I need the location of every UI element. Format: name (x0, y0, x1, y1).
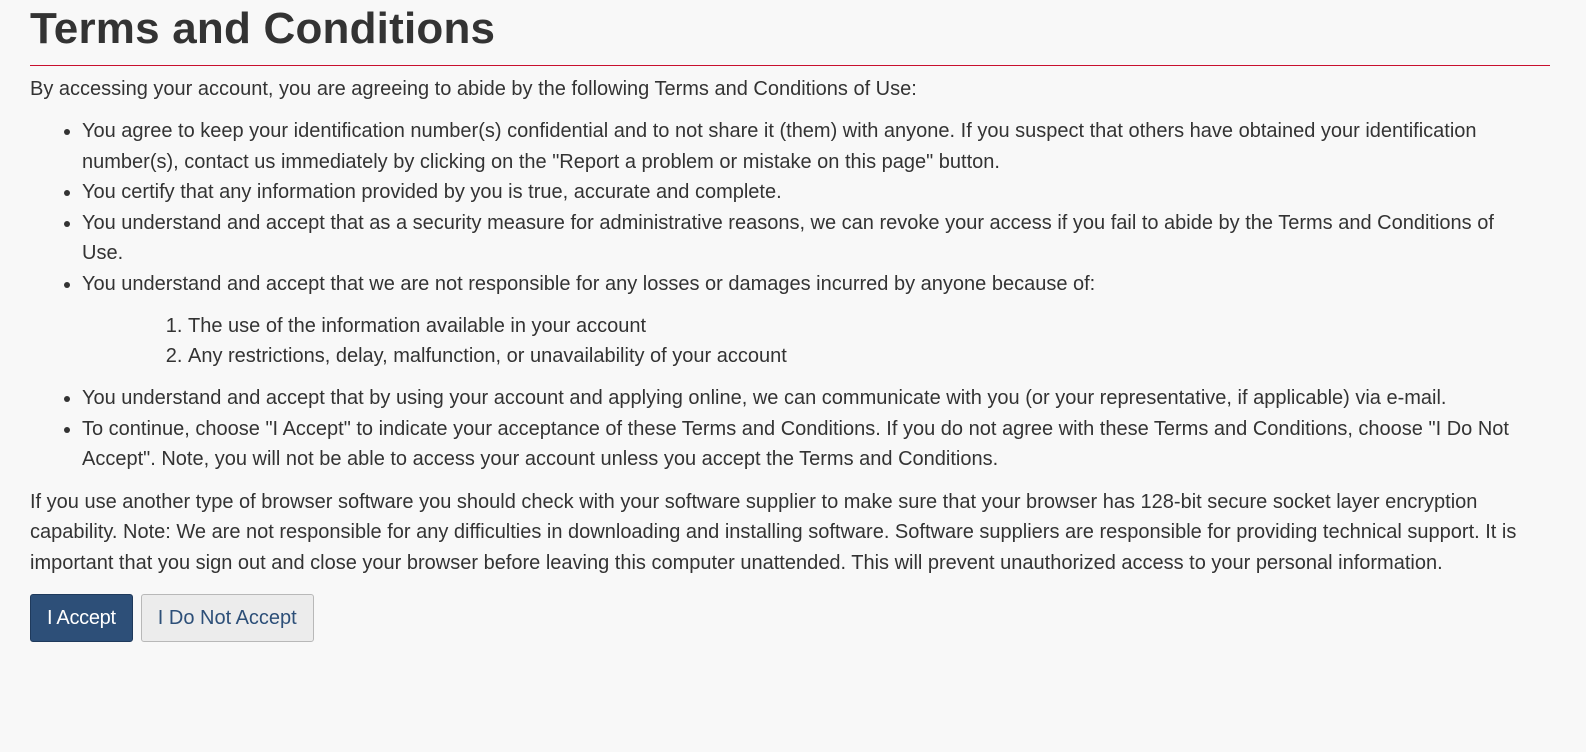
page-title: Terms and Conditions (30, 4, 496, 53)
term-item-text: You understand and accept that we are not responsible for any losses or damages incurred by anyone because of: (82, 272, 1096, 295)
subterms-list (82, 311, 1522, 371)
term-item-with-sublist (82, 269, 1522, 372)
accept-button[interactable]: I Accept (30, 594, 133, 642)
decline-button[interactable]: I Do Not Accept (141, 594, 314, 642)
term-item: • You certify that any information provided by you is true, accurate and complete. (82, 177, 1522, 208)
terms-list (30, 116, 1556, 475)
button-group (30, 594, 1556, 642)
term-item: • You understand and accept that as a security measure for administrative reasons, we can revoke your access if you fail to abide by the Terms and Conditions of Use. (82, 208, 1522, 269)
subterm-item: 1. The use of the information available in your account (188, 311, 1522, 341)
term-item: • To continue, choose "I Accept" to indicate your acceptance of these Terms and Conditions. If you do not agree with these Terms and Conditions, choose "I Do Not Accept". Note, you will not be able to access your account unless you accept the Terms and Conditions. (82, 414, 1522, 475)
intro-text: By accessing your account, you are agreeing to abide by the following Terms and Conditions of Use: (30, 78, 917, 100)
term-item: • You understand and accept that by using your account and applying online, we can communicate with you (or your representative, if applicable) via e-mail. (82, 383, 1522, 414)
browser-notice: If you use another type of browser software you should check with your software supplier to make sure that your browser has 128-bit secure socket layer encryption capability. Note: We are not responsible for any difficulties in downloading and installing software. Software suppliers are responsible for providing technical support. It is important that you sign out and close your browser before leaving this computer unattended. This will prevent unauthorized access to your personal information. (30, 490, 1517, 574)
subterm-item: 2. Any restrictions, delay, malfunction, or unavailability of your account (188, 341, 1522, 371)
term-item: • You agree to keep your identification number(s) confidential and to not share it (them) with anyone. If you suspect that others have obtained your identification number(s), contact us immediately by clicking on the "Report a problem or mistake on this page" button. (82, 116, 1522, 177)
